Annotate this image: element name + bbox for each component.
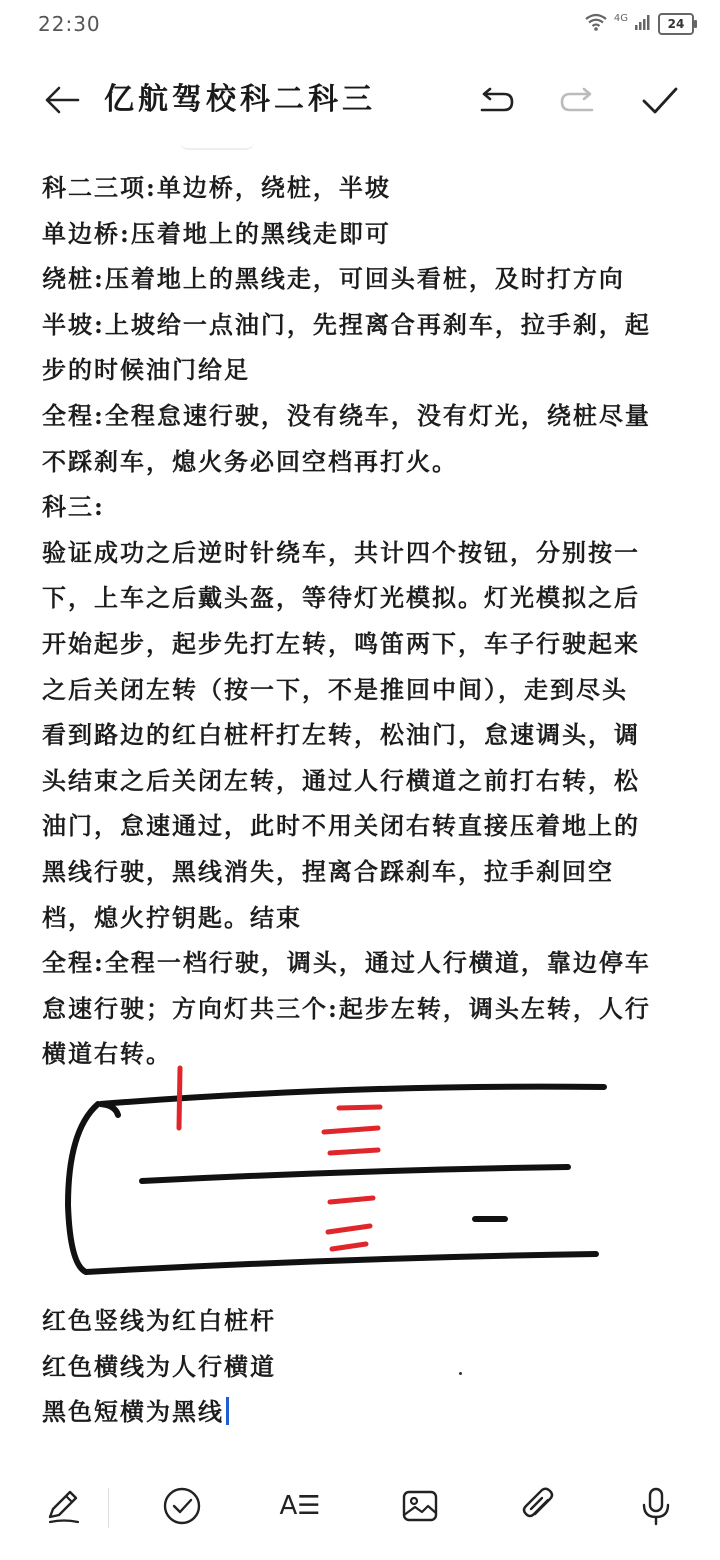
red-white-pole: [179, 1068, 180, 1128]
note-line: 下，上车之后戴头盔，等待灯光模拟。灯光模拟之后: [42, 583, 640, 613]
scroll-indicator: [180, 142, 254, 150]
check-icon[interactable]: [636, 76, 684, 124]
legend-line-with-caret: [42, 1389, 682, 1435]
note-line: 绕桩:压着地上的黑线走，可回头看桩，及时打方向: [42, 264, 625, 294]
road-center-line: [142, 1167, 568, 1181]
wifi-icon: [584, 13, 608, 35]
crosswalk-stripe: [328, 1226, 370, 1232]
redo-icon[interactable]: [554, 76, 602, 124]
note-line: 不踩刹车，熄火务必回空档再打火。: [42, 446, 458, 476]
crosswalk-stripe: [324, 1128, 378, 1132]
note-line: 全程:全程怠速行驶，没有绕车，没有灯光，绕桩尽量: [42, 400, 651, 430]
legend-line: 红色竖线为红白桩杆: [42, 1306, 276, 1335]
road-outline: [100, 1087, 604, 1115]
status-bar: [0, 0, 720, 50]
note-line: 科二三项:单边桥，绕桩，半坡: [42, 173, 391, 202]
legend-text[interactable]: [42, 1298, 682, 1435]
crosswalk-stripe: [339, 1107, 380, 1108]
text-format-icon[interactable]: [278, 1484, 322, 1528]
note-line: 档，熄火拧钥匙。结束: [42, 902, 302, 932]
legend-line: 红色横线为人行横道: [42, 1351, 276, 1381]
note-line: 油门，怠速通过，此时不用关闭右转直接压着地上的: [42, 811, 640, 841]
microphone-icon[interactable]: [634, 1484, 678, 1528]
note-line: 科三:: [42, 492, 105, 522]
note-line: 怠速行驶；方向灯共三个:起步左转，调头左转，人行: [42, 993, 651, 1023]
crosswalk-stripe: [330, 1150, 378, 1153]
status-icons: [584, 12, 694, 36]
note-line: 验证成功之后逆时针绕车，共计四个按钮，分别按一: [42, 537, 640, 567]
note-line: 黑线行驶，黑线消失，捏离合踩刹车，拉手刹回空: [42, 856, 614, 886]
text-format-label: A☰: [279, 1491, 321, 1521]
text-caret: [226, 1397, 229, 1425]
network-type: 4G: [613, 12, 628, 24]
legend-line: 黑色短横为黑线: [42, 1397, 224, 1426]
note-line: 开始起步，起步先打左转，鸣笛两下，车子行驶起来: [42, 628, 640, 658]
note-line: 之后关闭左转（按一下，不是推回中间），走到尽头: [42, 674, 628, 704]
stray-dot: [459, 1372, 462, 1375]
pen-icon[interactable]: [40, 1484, 84, 1528]
attachment-icon[interactable]: [516, 1484, 560, 1528]
note-line: 步的时候油门给足: [42, 355, 250, 385]
signal-icon: [634, 13, 652, 35]
note-line: 半坡:上坡给一点油门，先捏离合再刹车，拉手刹，起: [42, 309, 651, 339]
status-time: 22:30: [38, 12, 101, 36]
note-line: 单边桥:压着地上的黑线走即可: [42, 218, 391, 248]
battery-level: 24: [667, 17, 685, 31]
note-title[interactable]: 亿航驾校科二科三: [104, 82, 376, 117]
handdrawn-road-sketch[interactable]: [60, 1060, 620, 1290]
note-line: 头结束之后关闭左转，通过人行横道之前打右转，松: [42, 765, 640, 795]
note-line: 全程:全程一档行驶，调头，通过人行横道，靠边停车: [42, 948, 651, 978]
checklist-icon[interactable]: [160, 1484, 204, 1528]
undo-icon[interactable]: [472, 76, 520, 124]
note-line: 看到路边的红白桩杆打左转，松油门，怠速调头，调: [42, 720, 640, 750]
crosswalk-stripe: [330, 1198, 373, 1202]
crosswalk-stripe: [332, 1244, 366, 1249]
bottom-toolbar: [0, 1470, 720, 1550]
battery-icon: [658, 13, 694, 35]
note-line: 横道右转。: [42, 1039, 172, 1069]
back-arrow-icon[interactable]: [38, 76, 86, 124]
note-body[interactable]: [42, 165, 682, 1077]
image-icon[interactable]: [398, 1484, 442, 1528]
